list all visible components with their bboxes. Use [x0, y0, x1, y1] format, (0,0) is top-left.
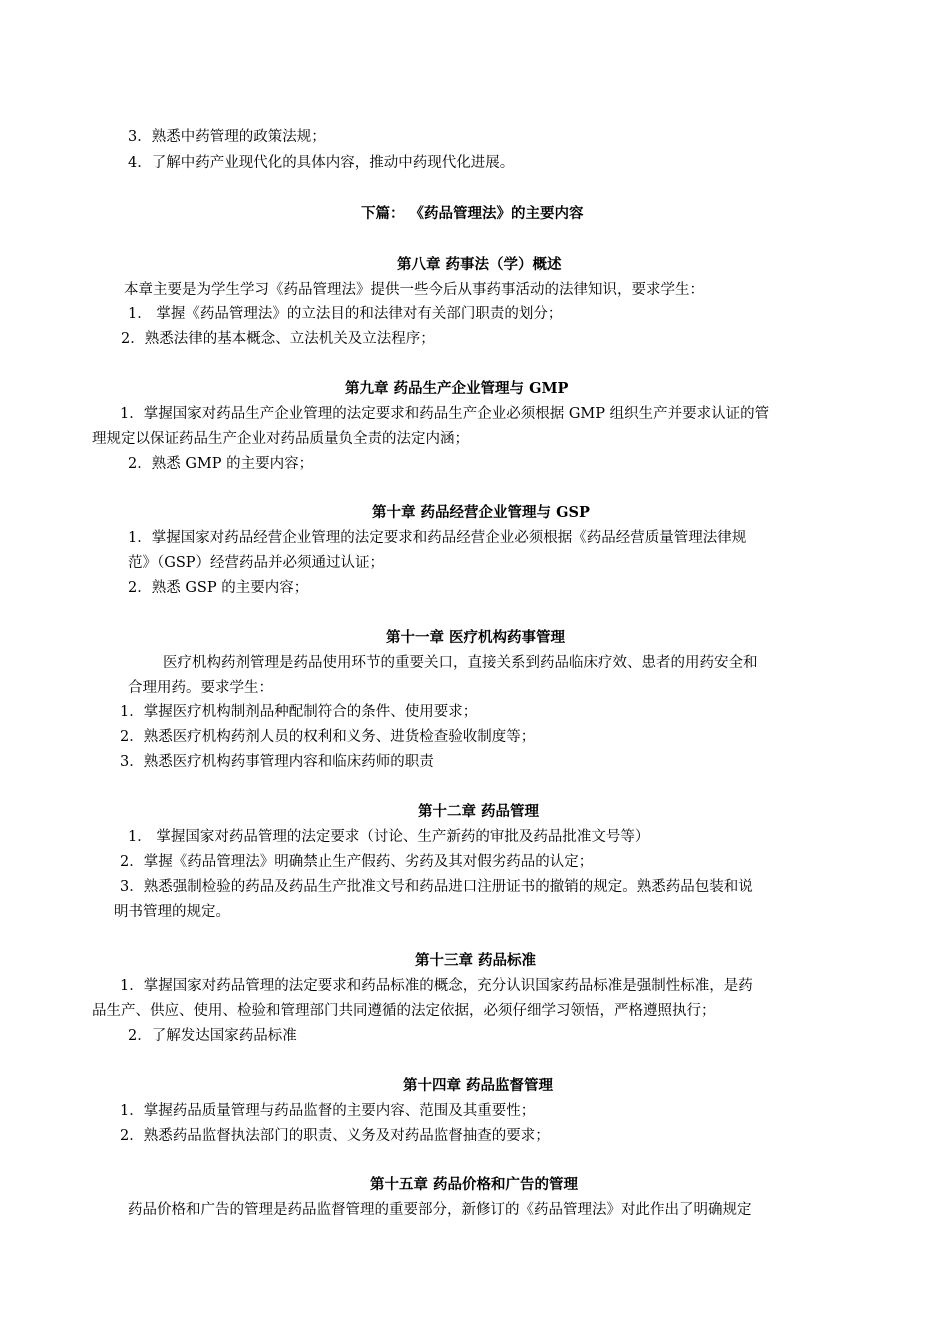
list-item: 3．熟悉强制检验的药品及药品生产批准文号和药品进口注册证书的撤销的规定。熟悉药品包装和说	[120, 879, 753, 895]
chapter-heading: 第八章 药事法（学）概述	[397, 256, 562, 273]
list-item: 1．掌握国家对药品管理的法定要求和药品标准的概念，充分认识国家药品标准是强制性标准，是药	[120, 978, 753, 994]
list-item: 1．掌握国家对药品经营企业管理的法定要求和药品经营企业必须根据《药品经营质量管理法律规	[128, 530, 747, 546]
chapter-heading: 第十四章 药品监督管理	[403, 1077, 554, 1094]
chapter-heading: 第十五章 药品价格和广告的管理	[370, 1176, 579, 1193]
list-item: 1．掌握药品质量管理与药品监督的主要内容、范围及其重要性；	[120, 1103, 536, 1119]
part-heading: 下篇： 《药品管理法》的主要内容	[361, 205, 584, 222]
paragraph: 本章主要是为学生学习《药品管理法》提供一些今后从事药事活动的法律知识，要求学生：	[124, 282, 704, 298]
list-item: 2．了解发达国家药品标准	[128, 1028, 297, 1044]
list-item: 2．熟悉 GMP 的主要内容；	[128, 456, 314, 472]
list-item: 1．掌握国家对药品生产企业管理的法定要求和药品生产企业必须根据 GMP 组织生产并要求认证的管	[120, 406, 770, 422]
paragraph: 医疗机构药剂管理是药品使用环节的重要关口，直接关系到药品临床疗效、患者的用药安全和	[163, 655, 758, 671]
list-item: 1． 掌握《药品管理法》的立法目的和法律对有关部门职责的划分；	[128, 306, 563, 322]
list-item: 3．熟悉中药管理的政策法规；	[128, 129, 326, 145]
list-item: 1．掌握医疗机构制剂品种配制符合的条件、使用要求；	[120, 704, 478, 720]
list-item: 2．熟悉法律的基本概念、立法机关及立法程序；	[121, 331, 435, 347]
list-item: 3．熟悉医疗机构药事管理内容和临床药师的职责	[120, 754, 434, 770]
list-item: 2．熟悉药品监督执法部门的职责、义务及对药品监督抽查的要求；	[120, 1128, 550, 1144]
paragraph: 药品价格和广告的管理是药品监督管理的重要部分，新修订的《药品管理法》对此作出了明确规定	[128, 1202, 752, 1218]
list-item: 2．熟悉 GSP 的主要内容；	[128, 580, 309, 596]
chapter-heading: 第十一章 医疗机构药事管理	[386, 629, 566, 646]
list-item: 2．熟悉医疗机构药剂人员的权利和义务、进货检查验收制度等；	[120, 729, 536, 745]
list-item: 4．了解中药产业现代化的具体内容，推动中药现代化进展。	[128, 155, 515, 171]
list-item-continuation: 理规定以保证药品生产企业对药品质量负全责的法定内涵；	[92, 431, 469, 447]
list-item: 2．掌握《药品管理法》明确禁止生产假药、劣药及其对假劣药品的认定；	[120, 854, 594, 870]
list-item-continuation: 明书管理的规定。	[114, 904, 230, 920]
chapter-heading: 第十章 药品经营企业管理与 GSP	[372, 504, 590, 521]
chapter-heading: 第十二章 药品管理	[418, 803, 540, 820]
list-item-continuation: 范》（GSP）经营药品并必须通过认证；	[128, 555, 385, 571]
chapter-heading: 第十三章 药品标准	[415, 952, 537, 969]
list-item-continuation: 品生产、供应、使用、检验和管理部门共同遵循的法定依据，必须仔细学习领悟，严格遵照执行；	[92, 1003, 716, 1019]
paragraph-continuation: 合理用药。要求学生：	[128, 680, 273, 696]
chapter-heading: 第九章 药品生产企业管理与 GMP	[345, 380, 569, 397]
list-item: 1． 掌握国家对药品管理的法定要求（讨论、生产新药的审批及药品批准文号等）	[128, 829, 650, 845]
